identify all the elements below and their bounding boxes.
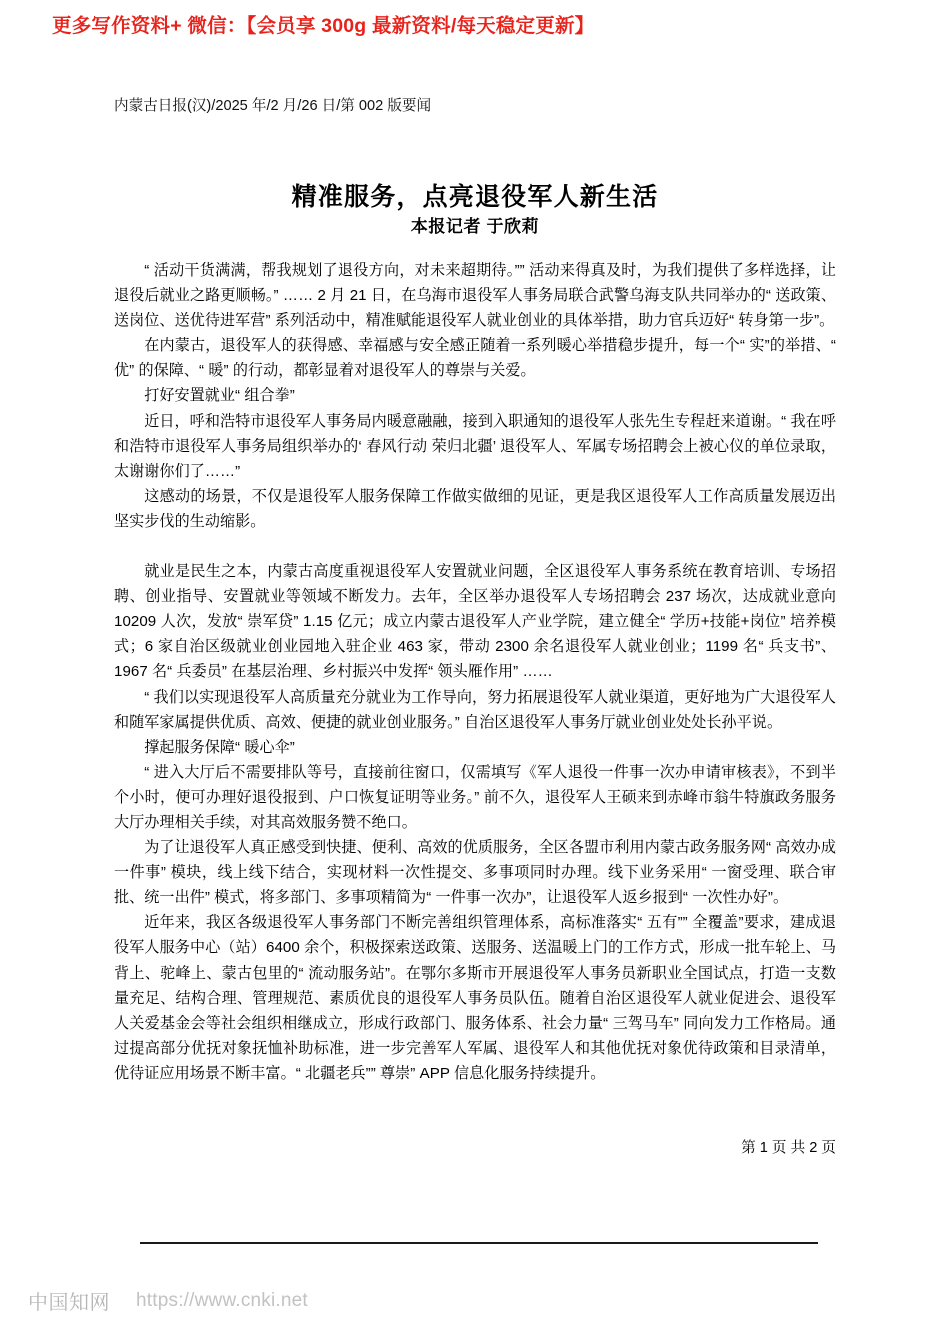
section-heading: 打好安置就业“ 组合拳” bbox=[144, 387, 295, 405]
source-citation: 内蒙古日报(汉)/2025 年/2 月/26 日/第 002 版要闻 bbox=[114, 98, 432, 114]
paragraph: 这感动的场景，不仅是退役军人服务保障工作做实做细的见证，更是我区退役军人工作高质量发展迈出坚实步伐的生动缩影。 bbox=[114, 487, 836, 530]
article-body bbox=[114, 258, 836, 1086]
section-heading: 撑起服务保障“ 暖心伞” bbox=[144, 738, 295, 756]
paragraph: “ 进入大厅后不需要排队等号，直接前往窗口，仅需填写《军人退役一件事一次办申请审核表》，不到半个小时，便可办理好退役报到、户口恢复证明等业务。” 前不久，退役军人王硕来到赤峰市翁牛特旗政务服务大厅办理相关手续，对其高效服务赞不绝口。 bbox=[114, 763, 836, 831]
byline: 本报记者 于欣莉 bbox=[410, 217, 540, 236]
footer-divider bbox=[140, 1242, 818, 1244]
cnki-url: https://www.cnki.net bbox=[136, 1289, 308, 1311]
page-title: 精准服务，点亮退役军人新生活 bbox=[291, 182, 659, 211]
paragraph: “ 我们以实现退役军人高质量充分就业为工作导向，努力拓展退役军人就业渠道，更好地为广大退役军人和随军家属提供优质、高效、便捷的就业创业服务。” 自治区退役军人事务厅就业创业处处长孙平说。 bbox=[114, 688, 836, 731]
paragraph: 在内蒙古，退役军人的获得感、幸福感与安全感正随着一系列暖心举措稳步提升，每一个“ 实”的举措、“ 优” 的保障、“ 暖” 的行动，都彰显着对退役军人的尊崇与关爱。 bbox=[114, 337, 836, 380]
cnki-watermark bbox=[28, 1286, 308, 1315]
paragraph: 就业是民生之本，内蒙古高度重视退役军人安置就业问题，全区退役军人事务系统在教育培训、专场招聘、创业指导、安置就业等领域不断发力。去年，全区举办退役军人专场招聘会 237 场次，达成就业意向 10209 人次，发放“ 崇军贷” 1.15 亿元；成立内蒙古退役军人产业学院，建立健全“ 学历+技能+岗位” 培养模式；6 家自治区级就业创业园地入驻企业 463 家，带动 2300 余名退役军人就业创业；1199 名“ 兵支书”、1967 名“ 兵委员” 在基层治理、乡村振兴中发挥“ 领头雁作用” …… bbox=[114, 563, 836, 681]
paragraph: “ 活动干货满满，帮我规划了退役方向，对未来超期待。”” 活动来得真及时，为我们提供了多样选择，让退役后就业之路更顺畅。” …… 2 月 21 日，在乌海市退役军人事务局联合武警乌海支队共同举办的“ 送政策、送岗位、送优待进军营” 系列活动中，精准赋能退役军人就业创业的具体举措，助力官兵迈好“ 转身第一步”。 bbox=[114, 262, 836, 330]
page-number-indicator: 第 1 页 共 2 页 bbox=[741, 1140, 836, 1156]
cnki-logo-text: 中国知网 bbox=[28, 1292, 110, 1314]
paragraph: 为了让退役军人真正感受到快捷、便利、高效的优质服务，全区各盟市利用内蒙古政务服务网“ 高效办成一件事” 模块，线上线下结合，实现材料一次性提交、多事项同时办理。线下业务采用“ 一窗受理、联合审批、统一出件” 模式，将多部门、多事项精简为“ 一件事一次办”，让退役军人返乡报到“ 一次性办好”。 bbox=[114, 839, 836, 907]
paragraph: 近年来，我区各级退役军人事务部门不断完善组织管理体系，高标准落实“ 五有”” 全覆盖”要求，建成退役军人服务中心（站）6400 余个，积极探索送政策、送服务、送温暖上门的工作方式，形成一批车轮上、马背上、驼峰上、蒙古包里的“ 流动服务站”。在鄂尔多斯市开展退役军人事务员新职业全国试点，打造一支数量充足、结构合理、管理规范、素质优良的退役军人事务员队伍。随着自治区退役军人就业促进会、退役军人关爱基金会等社会组织相继成立，形成行政部门、服务体系、社会力量“ 三驾马车” 同向发力工作格局。通过提高部分优抚对象抚恤补助标准，进一步完善军人军属、退役军人和其他优抚对象优待政策和目录清单，优待证应用场景不断丰富。“ 北疆老兵”” 尊崇” APP 信息化服务持续提升。 bbox=[114, 914, 836, 1082]
promo-banner-text: 更多写作资料+ 微信：【会员享 300g 最新资料/每天稳定更新】 bbox=[52, 15, 595, 37]
paragraph: 近日，呼和浩特市退役军人事务局内暖意融融，接到入职通知的退役军人张先生专程赶来道谢。“ 我在呼和浩特市退役军人事务局组织举办的‘ 春风行动 荣归北疆’ 退役军人、军属专场招聘会上被心仪的单位录取，太谢谢你们了……” bbox=[114, 412, 836, 480]
